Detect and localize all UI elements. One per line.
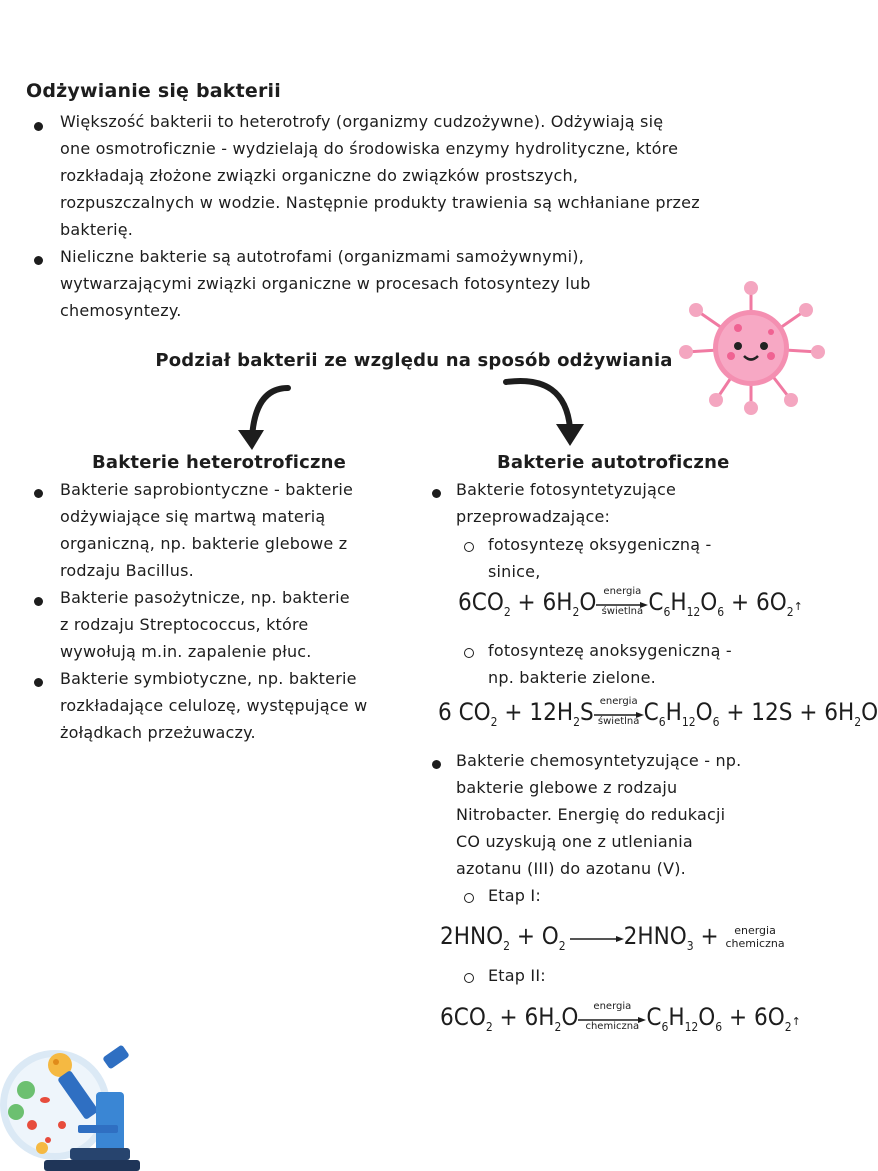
bullet	[34, 678, 43, 687]
sub-bullet	[464, 542, 474, 552]
intro-paragraph-2: Nieliczne bakterie są autotrofami (organizmami samożywnymi), wytwarzającymi związki organiczne w procesach fotosyntezy lub chemosyntezy.	[60, 247, 591, 320]
anoxygenic-photosynthesis: fotosyntezę anoksygeniczną - np. bakterie zielone.	[488, 641, 732, 687]
heterotrophic-heading: Bakterie heterotroficzne	[92, 452, 347, 473]
chemosynthetic-bacteria: Bakterie chemosyntetyzujące - np. bakterie glebowe z rodzaju Nitrobacter. Energię do redukacji CO uzyskują one z utleniania azotanu (III) do azotanu (V).	[456, 751, 742, 878]
parasitic-bacteria: Bakterie pasożytnicze, np. bakterie z rodzaju Streptococcus, które wywołują m.in. zapalenie płuc.	[60, 588, 350, 661]
equation-anoxygenic: 6 $CO_2 + 12H_2S$ energia świetlna $C_6H_{12}O_6 + 12S + 6H_2O$	[438, 696, 878, 729]
bullet	[432, 760, 441, 769]
page-title: Odżywianie się bakterii	[26, 80, 281, 102]
equation-stage-1: $2HNO_2 + O_2$ $2HNO_3$ + energia chemiczna	[440, 922, 785, 953]
bullet	[34, 489, 43, 498]
autotrophic-heading: Bakterie autotroficzne	[497, 452, 730, 473]
bullet	[34, 122, 43, 131]
left-arrow-icon	[230, 378, 300, 458]
intro-paragraph-1: Większość bakterii to heterotrofy (organizmy cudzożywne). Odżywiają się one osmotroficznie - wydzielają do środowiska enzymy hydrolityczne, które rozkładają złożone związki organiczne do związków prostszych, rozpuszczalnych w wodzie. Następnie produkty trawienia są wchłaniane przez bakterię.	[60, 112, 700, 239]
stage-2-label: Etap II:	[488, 966, 546, 985]
sub-bullet	[464, 973, 474, 983]
bullet	[34, 597, 43, 606]
photosynthetic-bacteria: Bakterie fotosyntetyzujące przeprowadzające:	[456, 480, 677, 526]
right-arrow-icon	[500, 372, 595, 452]
division-heading: Podział bakterii ze względu na sposób odżywiania	[155, 350, 673, 371]
stage-1-label: Etap I:	[488, 886, 541, 905]
symbiotic-bacteria: Bakterie symbiotyczne, np. bakterie rozkładające celulozę, występujące w żołądkach przeżuwaczy.	[60, 669, 368, 742]
saprobiontic-bacteria: Bakterie saprobiontyczne - bakterie odżywiające się martwą materią organiczną, np. bakterie glebowe z rodzaju Bacillus.	[60, 480, 354, 580]
microscope-petri-icon	[0, 1030, 150, 1171]
sub-bullet	[464, 893, 474, 903]
oxygenic-photosynthesis: fotosyntezę oksygeniczną - sinice,	[488, 535, 712, 581]
equation-oxygenic: $6CO_2 + 6H_2O$ energia świetlna $C_6H_{12}O_6$ + $6O_2↑$	[458, 586, 803, 619]
bullet	[432, 489, 441, 498]
virus-icon	[676, 280, 826, 415]
equation-stage-2: $6CO_2 + 6H_2O$ energia chemiczna $C_6H_{12}O_6$ + $6O_2↑$	[440, 1001, 801, 1034]
bullet	[34, 256, 43, 265]
sub-bullet	[464, 648, 474, 658]
